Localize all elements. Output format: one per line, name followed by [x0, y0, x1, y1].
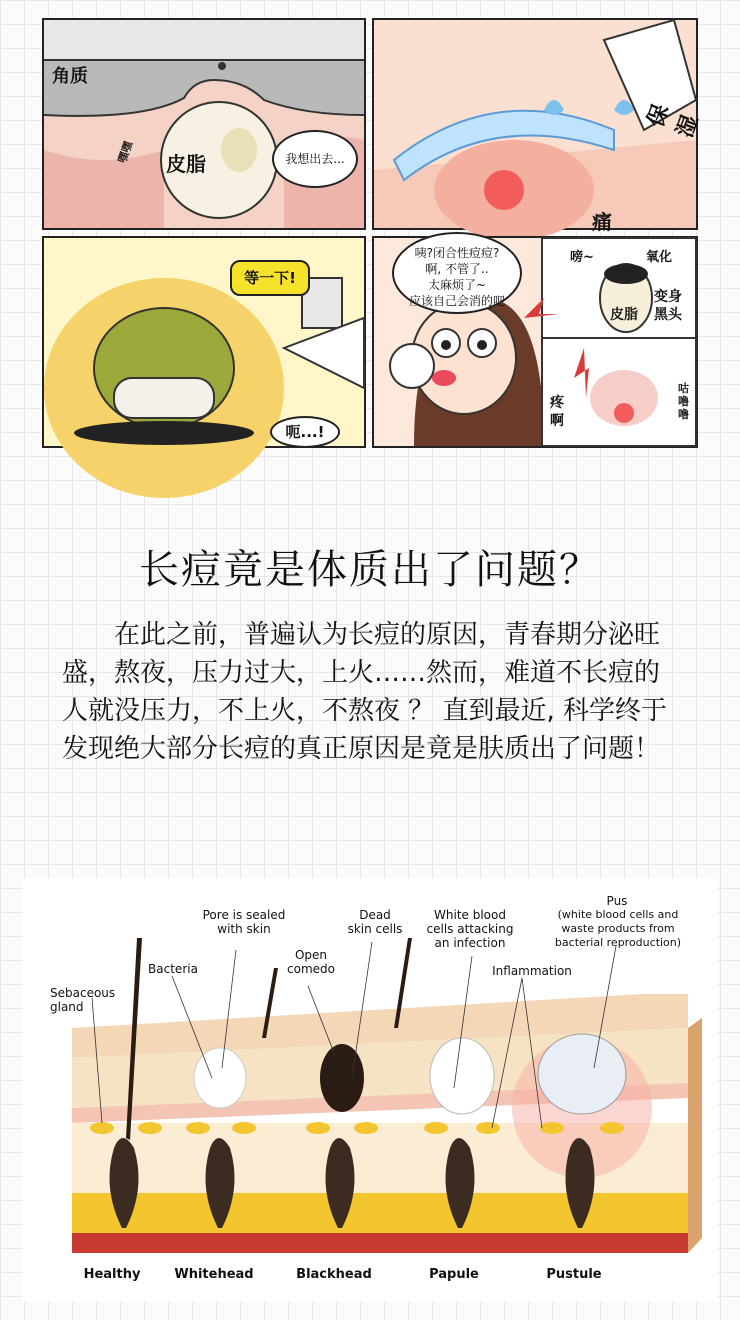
- pain-label-small: 疼 啊: [550, 395, 564, 429]
- label-pus: Pus: [606, 894, 628, 908]
- sebum-label-small: 皮脂: [610, 307, 638, 323]
- stage-label-pustule: Pustule: [546, 1267, 602, 1282]
- pain-label: 痛: [592, 210, 612, 234]
- acne-stages-diagram: [22, 878, 718, 1302]
- shout-bubble-wait: 等一下!: [230, 260, 310, 296]
- comic-panel-girl-ignoring: [372, 236, 698, 448]
- panel3-art: [44, 238, 364, 446]
- label-inflammation: Inflammation: [492, 964, 572, 978]
- label-dead-skin-cells: Dead skin cells: [347, 908, 403, 936]
- stage-label-papule: Papule: [429, 1267, 479, 1282]
- keratin-label: 角质: [52, 66, 88, 87]
- comic-panel-muscle-sebum: [42, 236, 366, 448]
- sound-fx-label: 嘿嘿: [115, 139, 136, 165]
- whoosh-label: 嗙~: [570, 250, 594, 265]
- moisturizer-bottle-label: 保湿: [643, 101, 704, 141]
- panel2-art: [374, 20, 696, 228]
- label-sebaceous-gland: Sebaceous gland: [50, 986, 116, 1014]
- stage-label-healthy: Healthy: [83, 1267, 141, 1282]
- speech-bubble-ugh: 呃...!: [270, 416, 340, 448]
- transform-blackhead-label: 变身 黑头: [654, 289, 682, 323]
- label-open-comedo: Open comedo: [287, 948, 335, 976]
- speech-line-1: 咦?闭合性痘痘?: [414, 245, 500, 260]
- panel1-art: [44, 20, 364, 228]
- article-heading: 长痘竟是体质出了问题？: [139, 547, 601, 593]
- grumble-label: 咕 噜 噜: [678, 382, 689, 421]
- speech-bubble-want-out: 我想出去...: [272, 130, 358, 188]
- speech-bubble-ignore: [392, 232, 522, 314]
- sebum-label: 皮脂: [166, 152, 206, 176]
- label-white-blood-cells: White blood cells attacking an infection: [426, 908, 514, 950]
- label-bacteria: Bacteria: [148, 962, 198, 976]
- label-pore-sealed: Pore is sealed with skin: [202, 908, 286, 936]
- stage-label-blackhead: Blackhead: [296, 1267, 372, 1282]
- stage-label-whitehead: Whitehead: [174, 1267, 254, 1282]
- speech-line-3: 太麻烦了~: [427, 278, 487, 292]
- label-pus-detail: (white blood cells and waste products from bacterial reproduction): [554, 908, 682, 949]
- comic-panel-moisturizer: [372, 18, 704, 234]
- comic-panel-sebum-trapped: [42, 18, 366, 230]
- speech-line-2: 啊, 不管了..: [425, 261, 489, 276]
- article-paragraph: 在此之前，普遍认为长痘的原因，青春期分泌旺盛，熬夜，压力过大，上火……然而，难道不长痘的人就没压力，不上火，不熬夜 ？ 直到最近, 科学终于发现绝大部分长痘的真正原因是竟是肤质出了问题！: [62, 620, 668, 764]
- oxidize-label: 氧化: [646, 250, 673, 265]
- speech-line-4: 应该自己会消的吧: [408, 294, 505, 309]
